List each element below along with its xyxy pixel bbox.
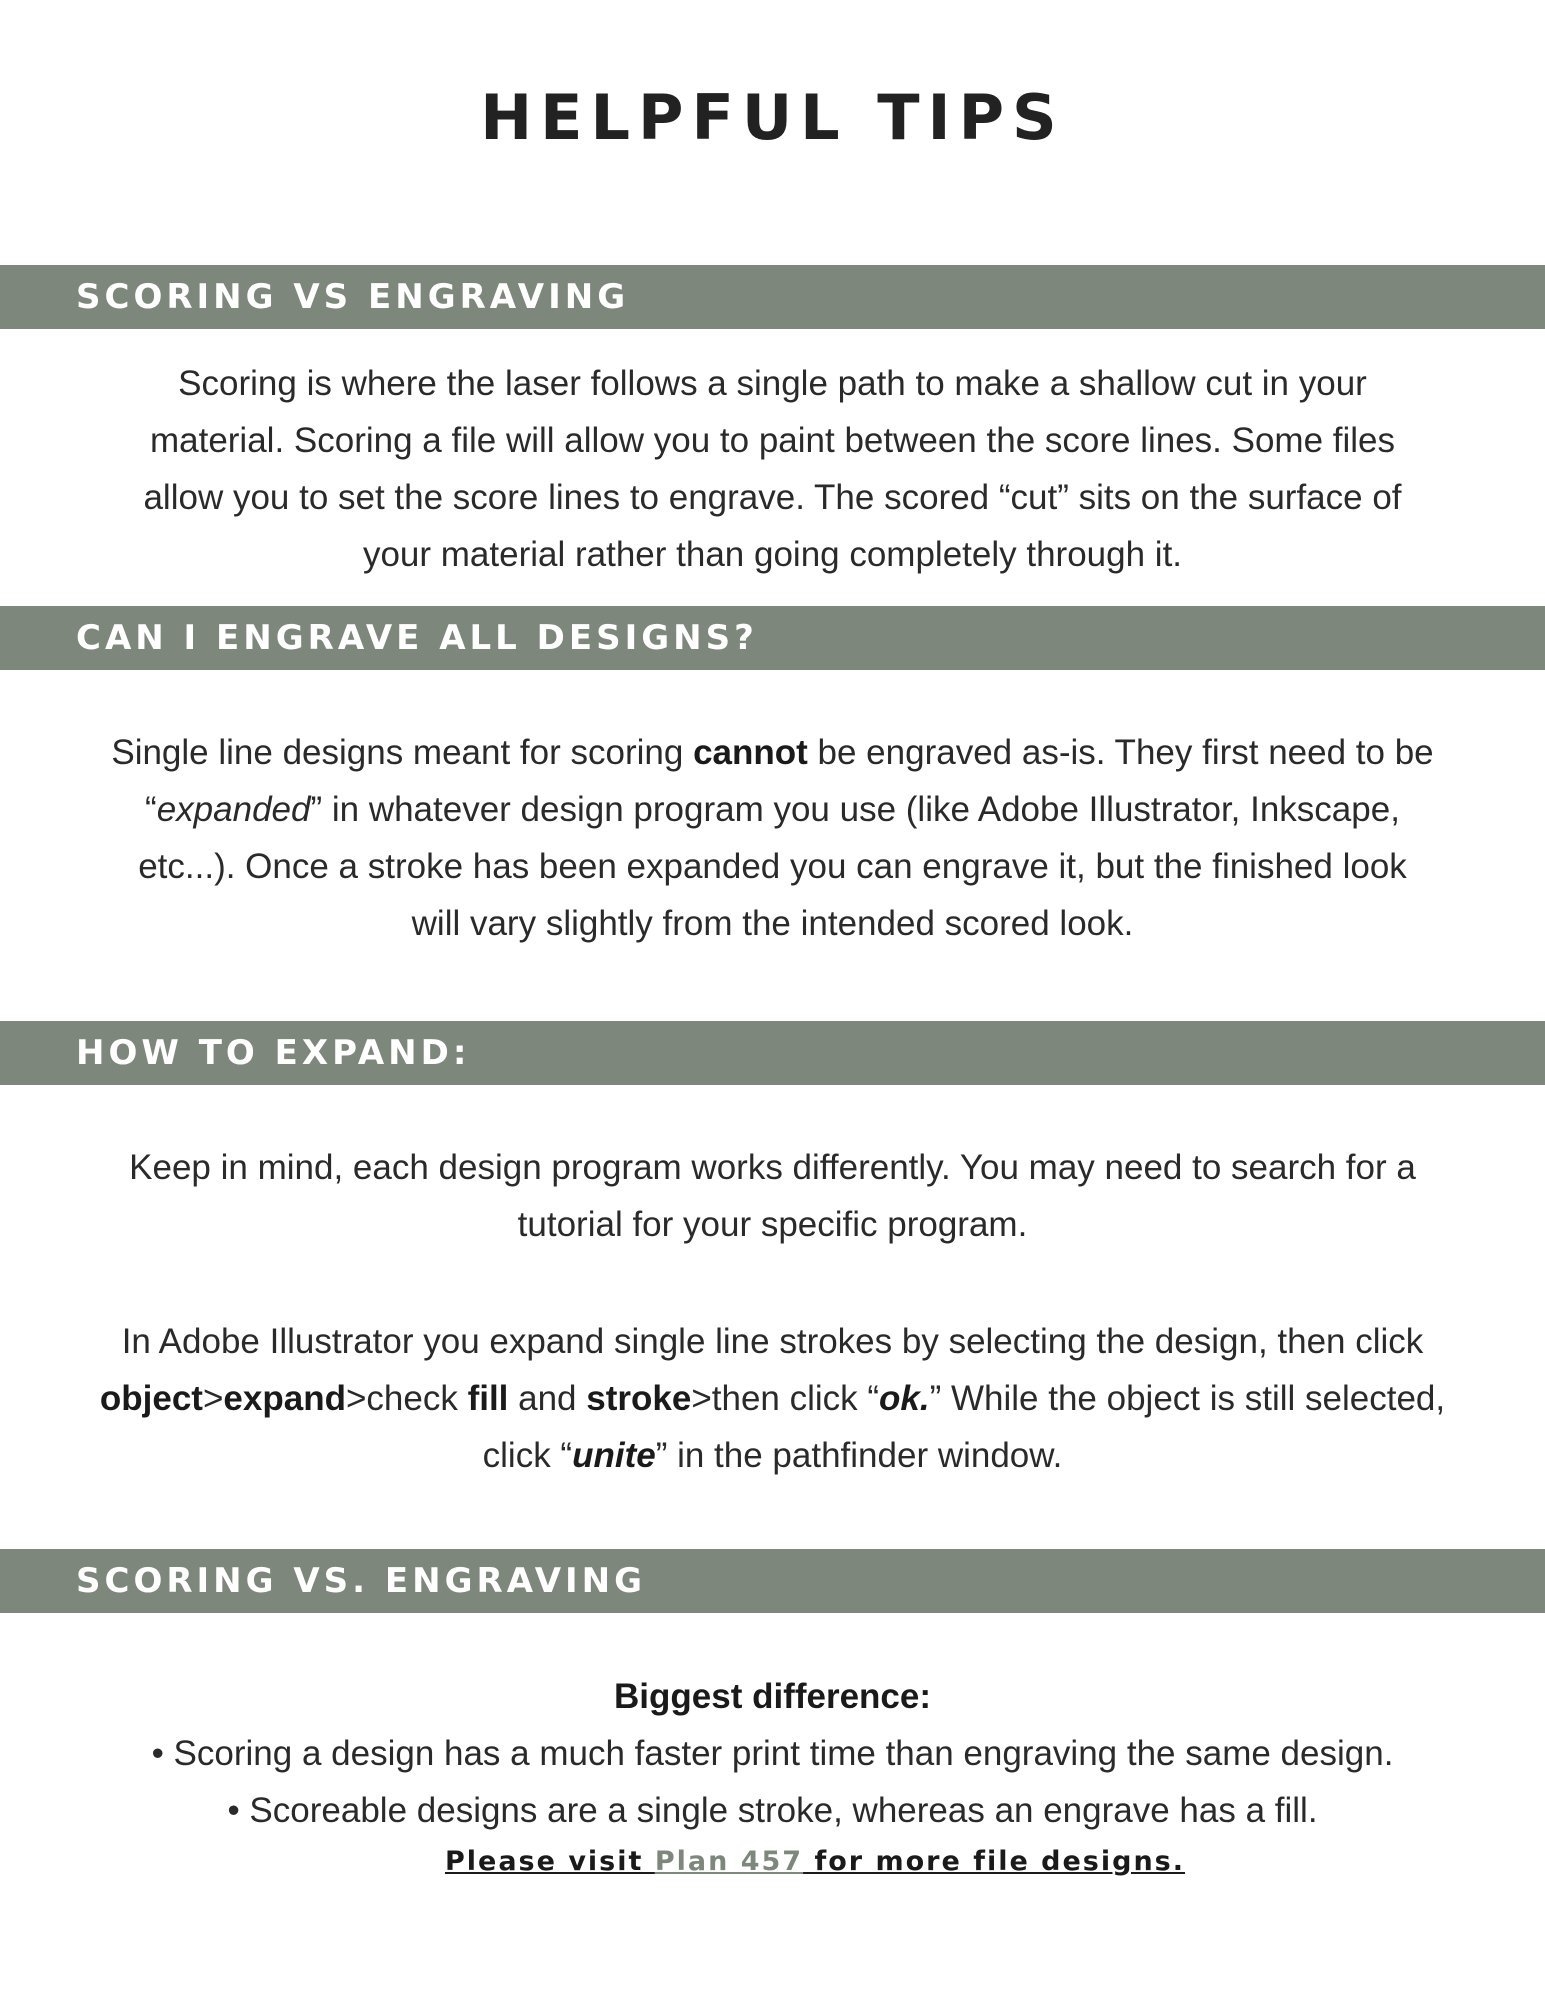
body-line: click “unite” in the pathfinder window. bbox=[482, 1436, 1063, 1475]
body-line: Keep in mind, each design program works differently. You may need to search for a bbox=[129, 1148, 1416, 1187]
body-line: object>expand>check fill and stroke>then click “ok.” While the object is still selected, bbox=[99, 1379, 1446, 1418]
button-unite: unite bbox=[572, 1436, 656, 1475]
body-line: tutorial for your specific program. bbox=[517, 1205, 1028, 1244]
section-body-engrave bbox=[0, 724, 1545, 952]
option-fill: fill bbox=[467, 1379, 509, 1418]
section-header-scoring-vs-engraving bbox=[0, 265, 1545, 329]
section-heading: SCORING VS. ENGRAVING bbox=[76, 1561, 647, 1601]
footer-prefix: Please visit bbox=[444, 1846, 655, 1877]
bullet-item: • Scoreable designs are a single stroke, whereas an engrave has a fill. bbox=[227, 1791, 1318, 1830]
section-heading: SCORING VS ENGRAVING bbox=[76, 277, 630, 317]
section-heading: HOW TO EXPAND: bbox=[76, 1033, 471, 1073]
page-title: HELPFUL TIPS bbox=[480, 81, 1065, 154]
body-line: will vary slightly from the intended scored look. bbox=[411, 904, 1134, 943]
section-body-illustrator bbox=[0, 1313, 1545, 1484]
body-line: etc...). Once a stroke has been expanded you can engrave it, but the finished look bbox=[138, 847, 1407, 886]
section-heading: CAN I ENGRAVE ALL DESIGNS? bbox=[76, 618, 758, 658]
button-ok: ok. bbox=[879, 1379, 930, 1418]
bullet-item: • Scoring a design has a much faster print time than engraving the same design. bbox=[151, 1734, 1394, 1773]
body-line: allow you to set the score lines to engrave. The scored “cut” sits on the surface of bbox=[143, 478, 1402, 517]
body-line: material. Scoring a file will allow you to paint between the score lines. Some files bbox=[149, 421, 1396, 460]
emphasis-cannot: cannot bbox=[693, 733, 808, 772]
body-line: Single line designs meant for scoring cannot be engraved as-is. They first need to be bbox=[111, 733, 1434, 772]
menu-expand: expand bbox=[223, 1379, 346, 1418]
subheading: Biggest difference: bbox=[614, 1677, 931, 1716]
section-body-scoring bbox=[0, 355, 1545, 583]
section-body-intro bbox=[0, 1139, 1545, 1253]
section-header-can-i-engrave bbox=[0, 606, 1545, 670]
section-header-how-to-expand bbox=[0, 1021, 1545, 1085]
menu-object: object bbox=[99, 1379, 203, 1418]
emphasis-expanded: expanded bbox=[156, 790, 311, 829]
footer-suffix: for more file designs. bbox=[803, 1846, 1186, 1877]
plan-457-link[interactable]: Plan 457 bbox=[654, 1846, 804, 1877]
body-line: your material rather than going completely through it. bbox=[362, 535, 1183, 574]
section-body-difference bbox=[0, 1668, 1545, 1839]
body-line: In Adobe Illustrator you expand single line strokes by selecting the design, then click bbox=[121, 1322, 1424, 1361]
option-stroke: stroke bbox=[586, 1379, 692, 1418]
body-line: Scoring is where the laser follows a single path to make a shallow cut in your bbox=[178, 364, 1367, 403]
body-line: “expanded” in whatever design program you use (like Adobe Illustrator, Inkscape, bbox=[145, 790, 1400, 829]
footer-cta bbox=[0, 1846, 1545, 1877]
section-header-scoring-vs-engraving-2 bbox=[0, 1549, 1545, 1613]
